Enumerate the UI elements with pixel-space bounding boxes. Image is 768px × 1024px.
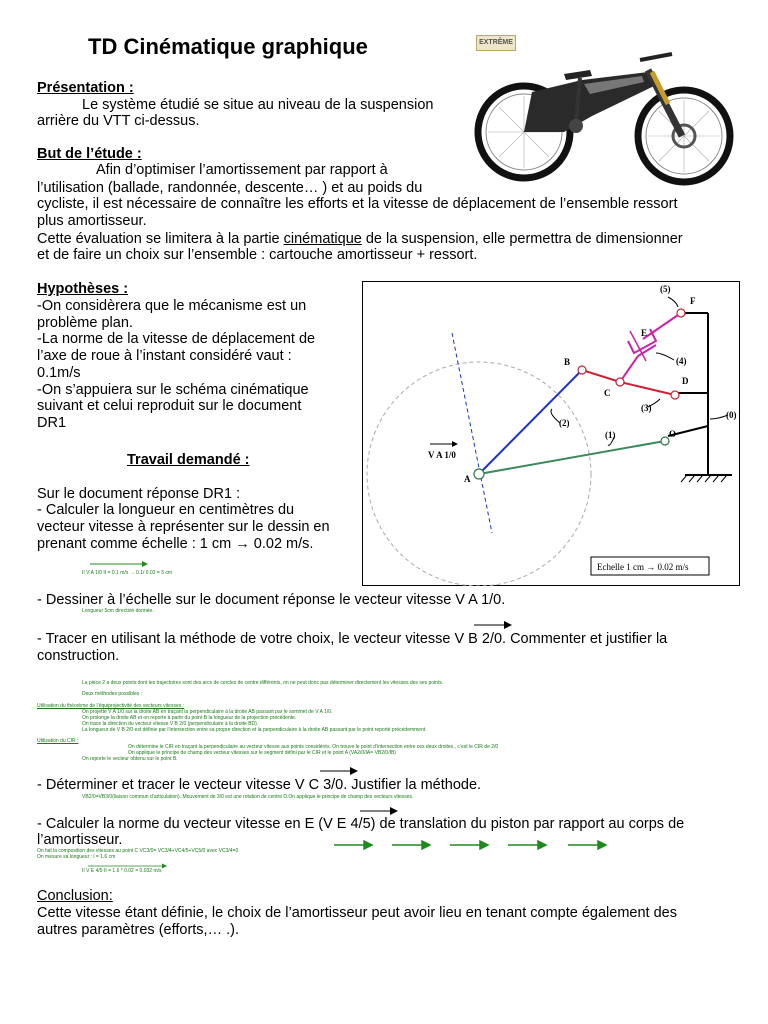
- label-p0: (0): [726, 410, 737, 420]
- joint-o: [661, 437, 669, 445]
- answer-text: VB2/0=VB3/0(liaison commun d’articulation). Mouvement de 3/0 est une rotation de centre D.On applique le principe de champ des vecteurs vitesses.: [82, 794, 414, 800]
- hypothesis-line: l’axe de roue à l’instant considéré vaut :: [37, 348, 292, 364]
- kinematic-diagram: [362, 281, 740, 586]
- hypothesis-line: -On considèrera que le mécanisme est un: [37, 298, 307, 314]
- answer-text: On détermine le CIR en traçant la perpendiculaire au vecteur vitesse aux points considérés. On trouve le point d’intersection entre ces deux droites., c’est le CIR de 2/0: [128, 744, 499, 750]
- goal-line: l’utilisation (ballade, randonnée, descente… ) et au poids du: [37, 180, 423, 196]
- work-heading: Travail demandé :: [127, 452, 250, 468]
- question-line: l’amortisseur.: [37, 832, 123, 848]
- label-p2: (2): [559, 418, 570, 428]
- answer-text: On projette V A 1/0 sur la droite AB en traçant la perpendiculaire à la droite AB passant par le sommet de V A 1/0.: [82, 709, 333, 715]
- question-line: - Tracer en utilisant la méthode de votre choix, le vecteur vitesse V B 2/0. Commenter et justifier la: [37, 631, 668, 647]
- scale-label: Echelle 1 cm → 0.02 m/s: [597, 562, 689, 572]
- answer-subheading: Utilisation du CIR :: [37, 738, 79, 744]
- joint-c: [616, 378, 624, 386]
- green-vector-arrow: [90, 560, 150, 568]
- answer-text: Longueur 5cm direction donnée.: [82, 608, 154, 614]
- question-line: vecteur vitesse à représenter sur le dessin en: [37, 519, 330, 535]
- hypothesis-line: suivant et celui reproduit sur le document: [37, 398, 302, 414]
- label-o: O: [669, 429, 677, 439]
- label-p4: (4): [676, 356, 687, 366]
- goal-text-underlined: cinématique: [283, 231, 362, 247]
- answer-text: La pièce 2 a deux points dont les trajectoires sont des arcs de cercles de centre différents, on ne peut donc pas déterminer directement les vitesses des ses points.: [82, 680, 444, 686]
- label-va: V A 1/0: [428, 450, 456, 460]
- answer-subheading: Utilisation du théorème de l’équiprojectivité des vecteurs vitesses :: [37, 703, 185, 709]
- question-line: - Dessiner à l’échelle sur le document réponse le vecteur vitesse V A 1/0.: [37, 592, 506, 608]
- joint-d: [671, 391, 679, 399]
- label-f: F: [690, 296, 696, 306]
- hypotheses-heading: Hypothèses :: [37, 281, 129, 297]
- question-line: - Calculer la longueur en centimètres du: [37, 502, 295, 518]
- hypothesis-line: DR1: [37, 415, 67, 431]
- answer-text: On prolonge la droite AB et on reporte à partir du point B la longueur de la projection précédente.: [82, 715, 297, 721]
- hypothesis-line: problème plan.: [37, 315, 133, 331]
- answer-text: Deux méthodes possibles :: [82, 691, 143, 697]
- label-e: E: [641, 328, 648, 338]
- joint-b: [578, 366, 586, 374]
- hypothesis-line: 0.1m/s: [37, 365, 81, 381]
- goal-line: et de faire un choix sur l’ensemble : cartouche amortisseur + ressort.: [37, 247, 478, 263]
- goal-heading: But de l’étude :: [37, 146, 142, 162]
- conclusion-line: autres paramètres (efforts,… .).: [37, 922, 239, 938]
- green-vector-arrows: [334, 840, 608, 850]
- question-line: - Calculer la norme du vecteur vitesse en E (V E 4/5) de translation du piston par rapport au corps de: [37, 816, 685, 832]
- vector-arrow: [320, 766, 360, 776]
- question-line: Sur le document réponse DR1 :: [37, 486, 241, 502]
- answer-text: On mesure sa longueur : l = 1.6 cm: [37, 854, 116, 860]
- conclusion-heading: Conclusion:: [37, 888, 113, 904]
- brand-logo: EXTRÊME: [476, 35, 516, 51]
- page-title: TD Cinématique graphique: [88, 34, 368, 59]
- presentation-line: arrière du VTT ci-dessus.: [37, 113, 200, 129]
- presentation-heading: Présentation :: [37, 80, 134, 96]
- label-d: D: [682, 376, 689, 386]
- hypothesis-line: -On s’appuiera sur le schéma cinématique: [37, 382, 309, 398]
- answer-text: II V E 4/5 II = 1.6 * 0.02 = 0.032 m/s: [82, 868, 162, 874]
- hypothesis-line: -La norme de la vitesse de déplacement de: [37, 331, 316, 347]
- goal-line: plus amortisseur.: [37, 213, 147, 229]
- bike-image: [472, 52, 738, 188]
- joint-f: [677, 309, 685, 317]
- joint-a: [474, 469, 484, 479]
- answer-text: On applique le principe de champ des vecteur vitesses sur le segment défini par le CIR et le point A (VA2/0/IA= VB2/0/IB): [128, 750, 396, 756]
- answer-text: On reporte le vecteur obtenu sur le point B.: [82, 756, 178, 762]
- goal-text: Cette évaluation se limitera à la partie: [37, 231, 284, 247]
- label-a: A: [464, 474, 471, 484]
- answer-text: II V A 1/0 II = 0.1 m/s → 0.1/ 0.02 = 5 cm: [82, 570, 173, 576]
- answer-text: La longueur de V B 2/0 est définie par l’intersection entre sa propre direction et la perpendiculaire à la droite AB passant par le point reporté précédemment.: [82, 727, 427, 733]
- conclusion-line: Cette vitesse étant définie, le choix de l’amortisseur peut avoir lieu en tenant compte également des: [37, 905, 677, 921]
- question-line: - Déterminer et tracer le vecteur vitesse V C 3/0. Justifier la méthode.: [37, 777, 482, 793]
- question-line: prenant comme échelle : 1 cm → 0.02 m/s.: [37, 536, 314, 552]
- label-p5: (5): [660, 284, 671, 294]
- goal-line: [37, 231, 683, 248]
- vector-arrow: [360, 806, 400, 816]
- label-c: C: [604, 388, 611, 398]
- answer-text: On fait la composition des vitesses au point C VC3/0= VC3/4+VC4/5+VC5/0 avec VC3/4=0: [37, 848, 239, 854]
- answer-text: On trace la direction du vecteur vitesse V B 2/0 (perpendiculaire à la droite BD).: [82, 721, 259, 727]
- goal-line: cycliste, il est nécessaire de connaître les efforts et la vitesse de déplacement de l’ensemble ressort: [37, 196, 678, 212]
- label-p3: (3): [641, 403, 652, 413]
- presentation-line: Le système étudié se situe au niveau de la suspension: [82, 97, 434, 113]
- goal-line: Afin d’optimiser l’amortissement par rapport à: [96, 162, 388, 178]
- label-p1: (1): [605, 430, 616, 440]
- question-line: construction.: [37, 648, 120, 664]
- goal-text: de la suspension, elle permettra de dimensionner: [361, 231, 683, 247]
- label-b: B: [564, 357, 571, 367]
- vector-arrow: [474, 620, 514, 630]
